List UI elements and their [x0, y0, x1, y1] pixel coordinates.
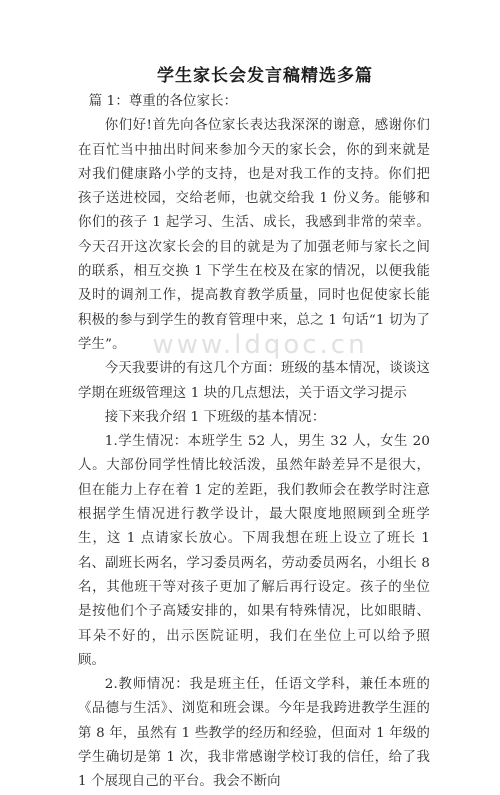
site-watermark: www.ldqoc.cn: [152, 330, 368, 360]
intro-paragraph: 接下来我介绍 1 下班级的基本情况：: [104, 409, 326, 425]
agenda-paragraph: 今天我要讲的有这几个方面：班级的基本情况，谈谈这学期在班级管理这 1 块的几点想法，关于语文学习提示: [78, 361, 430, 401]
document-body: [78, 90, 430, 795]
opening-paragraph: 你们好!首先向各位家长表达我深深的谢意，感谢你们在百忙当中抽出时间来参加今天的家长会，你的到来就是对我们健康路小学的支持，也是对我工作的支持。你们把孩子送进校园，交给老师，也就交给我 1 份义务。能够和你们的孩子 1 起学习、生活、成长，我感到非常的荣幸。今天召开这次家长会的目的就是为了加强老师与家长之间的联系，相互交换 1 下学生在校及在家的情况，以便我能及时的调剂工作，提高教育教学质量，同时也促使家长能积极的参与到学生的教育管理中来，总之 1 句话“1 切为了学生”。: [78, 118, 430, 352]
student-situation-paragraph: 1.学生情况：本班学生 52 人，男生 32 人，女生 20 人。大部份同学性情比较活泼，虽然年龄差异不是很大，但在能力上存在着 1 定的差距，我们教师会在教学时注意根据学生情况进行教学设计，最大限度地照顾到全班学生，这 1 点请家长放心。下周我想在班上设立了班长 1 名、副班长两名，学习委员两名，劳动委员两名，小组长 8 名，其他班干等对孩子更加了解后再行设定。孩子的坐位是按他们个子高矮安排的，如果有特殊情况，比如眼睛、耳朵不好的，出示医院证明，我们在坐位上可以给予照顾。: [78, 434, 430, 668]
teacher-situation-paragraph: 2.教师情况：我是班主任，任语文学科，兼任本班的《品德与生活》、浏览和班会课。今年是我跨进教学生涯的第 8 年，虽然有 1 些教学的经历和经验，但面对 1 年级的学生确切是第 1 次，我非常感谢学校订我的信任，给了我 1 个展现自己的平台。我会不断向: [78, 677, 430, 790]
salutation-paragraph: 篇 1：尊重的各位家长：: [88, 94, 238, 109]
document-title: 学生家长会发言稿精选多篇: [157, 66, 373, 86]
